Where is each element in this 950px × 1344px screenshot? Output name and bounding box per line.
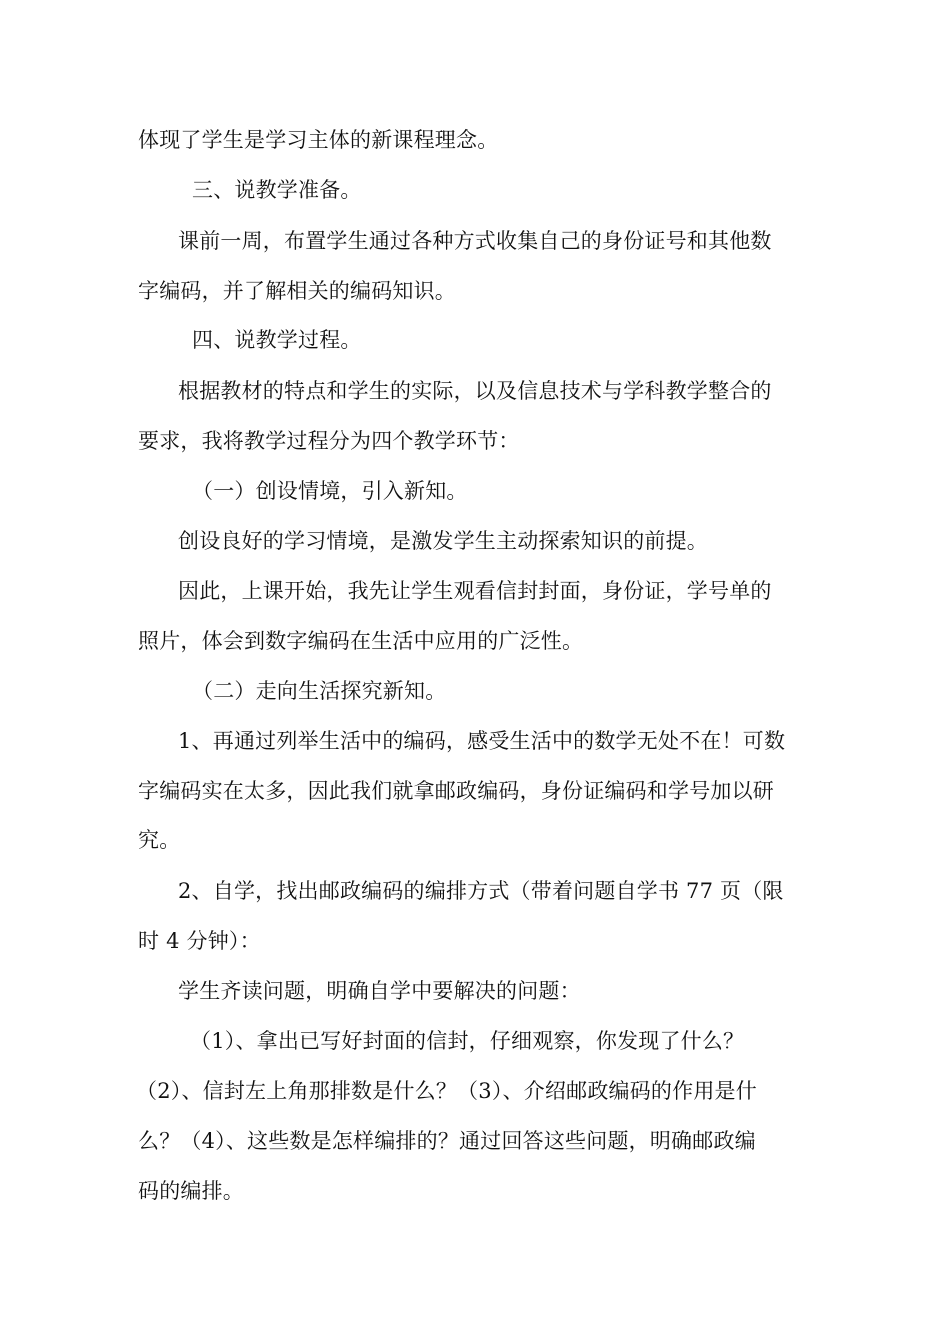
text-line: 字编码实在太多，因此我们就拿邮政编码，身份证编码和学号加以研 <box>138 779 774 803</box>
text-line: 时 4 分钟）： <box>138 929 261 953</box>
text-line: 课前一周，布置学生通过各种方式收集自己的身份证号和其他数 <box>178 229 772 253</box>
section-heading: 三、说教学准备。 <box>192 178 362 202</box>
text-line: 码的编排。 <box>138 1179 244 1203</box>
section-heading: 四、说教学过程。 <box>192 328 362 352</box>
text-line: 字编码，并了解相关的编码知识。 <box>138 279 456 303</box>
text-line: 究。 <box>138 828 181 852</box>
text-line: 要求，我将教学过程分为四个教学环节： <box>138 429 520 453</box>
text-line: 学生齐读问题，明确自学中要解决的问题： <box>178 979 581 1003</box>
text-line: 照片，体会到数字编码在生活中应用的广泛性。 <box>138 629 584 653</box>
text-line: 创设良好的学习情境，是激发学生主动探索知识的前提。 <box>178 529 708 553</box>
subsection-heading: （二）走向生活探究新知。 <box>192 679 447 703</box>
text-line: 因此，上课开始，我先让学生观看信封封面，身份证，学号单的 <box>178 579 772 603</box>
text-line: 2、自学，找出邮政编码的编排方式（带着问题自学书 77 页（限 <box>178 879 784 903</box>
text-line: 么？（4）、这些数是怎样编排的？通过回答这些问题，明确邮政编 <box>138 1129 756 1153</box>
subsection-heading: （一）创设情境，引入新知。 <box>192 479 468 503</box>
text-line: 1、再通过列举生活中的编码，感受生活中的数学无处不在！可数 <box>178 729 786 753</box>
text-line: （2）、信封左上角那排数是什么？（3）、介绍邮政编码的作用是什 <box>136 1079 757 1103</box>
text-line: 根据教材的特点和学生的实际，以及信息技术与学科教学整合的 <box>178 379 772 403</box>
text-line: 体现了学生是学习主体的新课程理念。 <box>138 128 499 152</box>
text-line: （1）、拿出已写好封面的信封，仔细观察，你发现了什么？ <box>190 1029 745 1053</box>
